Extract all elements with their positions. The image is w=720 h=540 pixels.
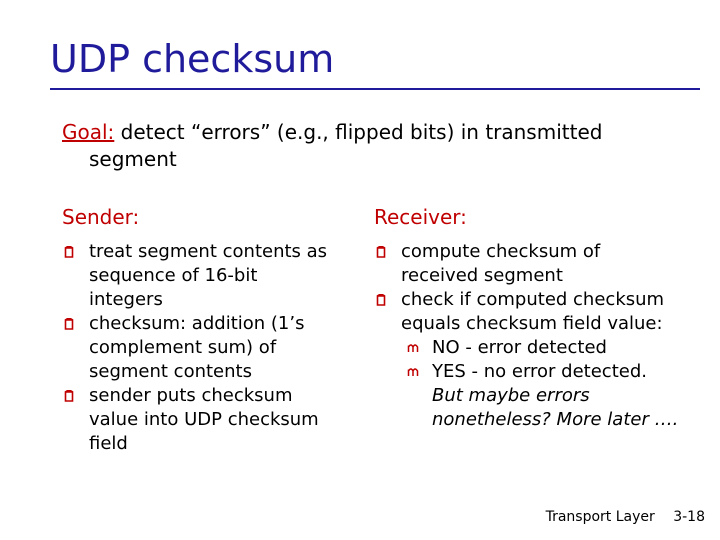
hollow-square-bullet-icon xyxy=(376,294,386,306)
sender-item-3-line-3: field xyxy=(89,433,128,454)
hollow-square-bullet-icon xyxy=(64,246,74,258)
hollow-circle-bullet-icon xyxy=(407,343,419,353)
receiver-sub-item xyxy=(374,336,704,360)
receiver-sub-item-2: YES - no error detected. xyxy=(432,361,647,382)
goal-text-line-1: detect “errors” (e.g., flipped bits) in transmitted xyxy=(114,120,603,144)
goal-text-line-2: segment xyxy=(89,147,177,171)
sender-item-1-line-2: sequence of 16-bit xyxy=(89,265,258,286)
title-rule xyxy=(50,88,700,90)
receiver-item-2-line-2: equals checksum field value: xyxy=(401,313,663,334)
sender-item-3-line-2: value into UDP checksum xyxy=(89,409,319,430)
hollow-circle-bullet-icon xyxy=(407,367,419,377)
slide-title: UDP checksum xyxy=(50,37,335,81)
receiver-item-1-line-2: received segment xyxy=(401,265,563,286)
sender-heading: Sender: xyxy=(62,205,140,229)
hollow-square-bullet-icon xyxy=(64,390,74,402)
receiver-note-line-2: nonetheless? More later …. xyxy=(432,409,679,430)
sender-bullet-list xyxy=(62,240,352,456)
receiver-bullet-item xyxy=(374,240,704,288)
hollow-square-bullet-icon xyxy=(64,318,74,330)
sender-item-1-line-1: treat segment contents as xyxy=(89,241,328,262)
receiver-sub-item xyxy=(374,360,704,384)
receiver-item-2-line-1: check if computed checksum xyxy=(401,289,665,310)
sender-item-2-line-1: checksum: addition (1’s xyxy=(89,313,305,334)
sender-item-2-line-3: segment contents xyxy=(89,361,252,382)
goal-label: Goal: xyxy=(62,120,115,144)
goal-statement xyxy=(62,119,702,173)
receiver-item-1-line-1: compute checksum of xyxy=(401,241,601,262)
sender-bullet-item xyxy=(62,240,352,312)
receiver-bullet-list xyxy=(374,240,704,432)
footer-chapter: Transport Layer xyxy=(545,509,655,525)
sender-item-1-line-3: integers xyxy=(89,289,163,310)
goal-line-1 xyxy=(62,119,702,146)
sender-item-2-line-2: complement sum) of xyxy=(89,337,277,358)
sender-item-3-line-1: sender puts checksum xyxy=(89,385,293,406)
receiver-note-line-1: But maybe errors xyxy=(432,385,590,406)
slide-footer xyxy=(546,509,705,525)
footer-page-number: 3-18 xyxy=(673,509,705,525)
sender-bullet-item xyxy=(62,384,352,456)
receiver-bullet-item xyxy=(374,288,704,336)
receiver-sub-item-1: NO - error detected xyxy=(432,337,607,358)
receiver-heading: Receiver: xyxy=(374,205,467,229)
receiver-note xyxy=(374,384,704,432)
sender-bullet-item xyxy=(62,312,352,384)
hollow-square-bullet-icon xyxy=(376,246,386,258)
